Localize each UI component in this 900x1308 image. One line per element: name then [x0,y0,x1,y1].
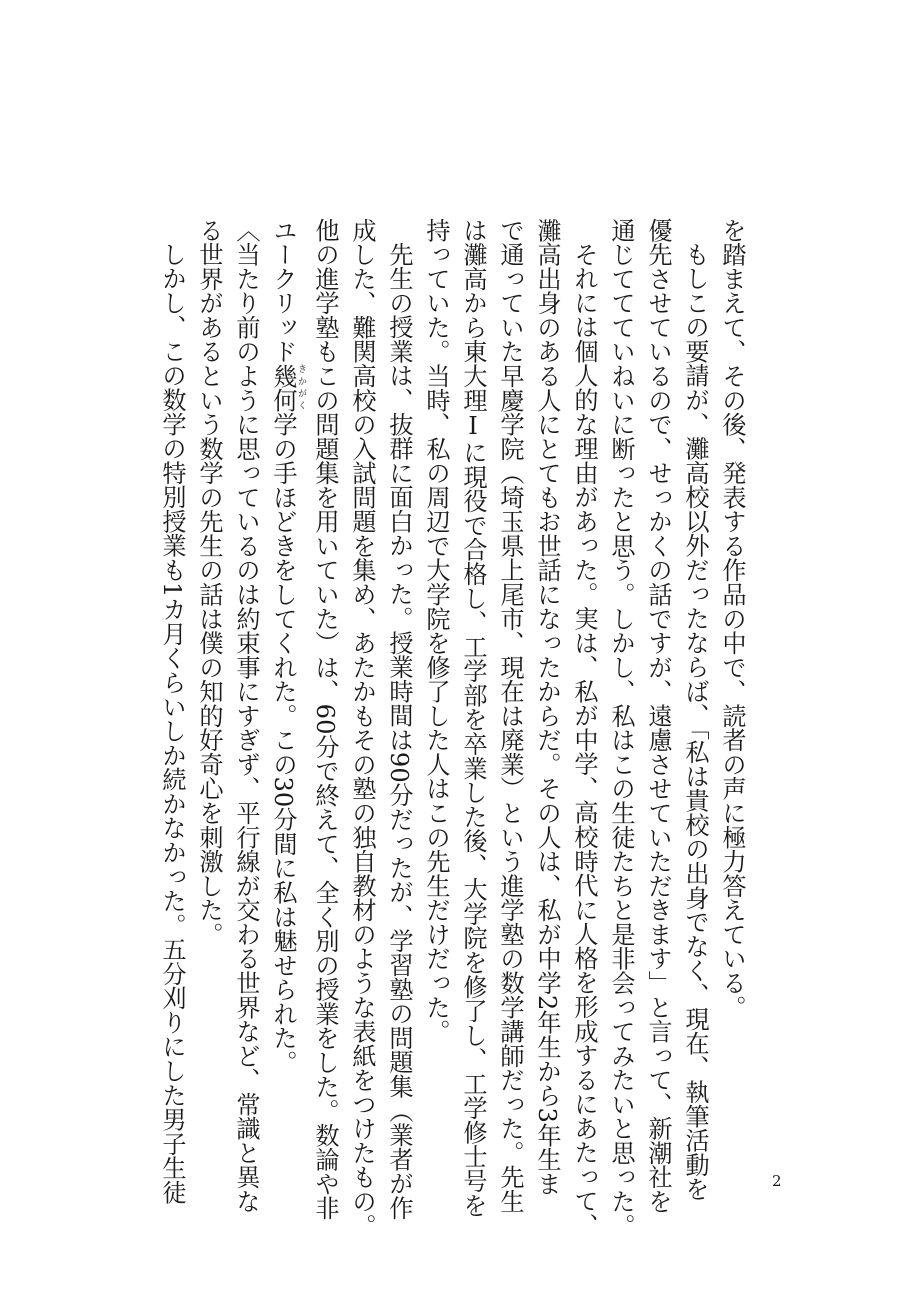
text-line: 〈当たり前のように思っているのは約束事にすぎず、平行線が交わる世界など、常識と異な [232,218,260,1214]
text-line: 成した、難関高校の入試問題を集め、あたかもその塾の独自教材のような表紙をつけたもの。 [348,218,376,1238]
text-line: それには個人的な理由があった。実は、私が中学、高校時代に人格を形成するにあたって、 [570,242,598,1238]
text-line: で通っていた早慶学院（埼玉県上尾市、現在は廃業）という進学塾の数学講師だった。先生 [496,218,524,1214]
body-text [153,218,750,1238]
text-line: は灘高から東大理Ⅰに現役で合格し、工学部を卒業した後、大学院を修了し、工学修士号を [459,218,487,1218]
ruby-annotation [269,363,306,413]
ruby-reading: きかがく [296,363,306,413]
text-line: 他の進学塾もこの問題集を用いていた）は、60分で終えて、全く別の授業をした。数論や非 [311,218,339,1221]
page-number: 2 [772,1172,782,1190]
text-line: もしこの要請が、灘高校以外だったならば、「私は貴校の出身でなく、現在、執筆活動を [681,242,709,1202]
text-line: 持っていた。当時、私の周辺で大学院を修了した人はこの先生だけだった。 [422,218,450,1044]
text-line: 先生の授業は、抜群に面白かった。授業時間は90分だったが、学習塾の問題集（業者が作 [385,242,413,1221]
line-prefix: ユークリッド [269,218,297,364]
line-suffix: 学の手ほどきをしてくれた。この30分間に私は魅せられた。 [269,412,297,1075]
text-line: 灘高出身のある人にとてもお世話になったからだ。その人は、私が中学2年生から3年生ま [533,218,561,1196]
text-line: る世界があるという数学の先生の話は僕の知的好奇心を刺激した。 [195,218,223,947]
text-line: 通じててていねいに断ったと思う。しかし、私はこの生徒たちと是非会ってみたいと思った。 [607,218,635,1238]
text-line: を踏まえて、その後、発表する作品の中で、読者の声に極力答えている。 [718,218,746,1020]
ruby-base: 幾何 [269,363,297,413]
text-line: 優先させているので、せっかくの話ですが、遠慮させていただきます」と言って、新潮社を [644,218,672,1214]
text-line-with-ruby [264,218,306,1075]
text-line: しかし、この数学の特別授業も1カ月くらいしか続かなかった。五分刈りにした男子生徒 [158,242,186,1205]
